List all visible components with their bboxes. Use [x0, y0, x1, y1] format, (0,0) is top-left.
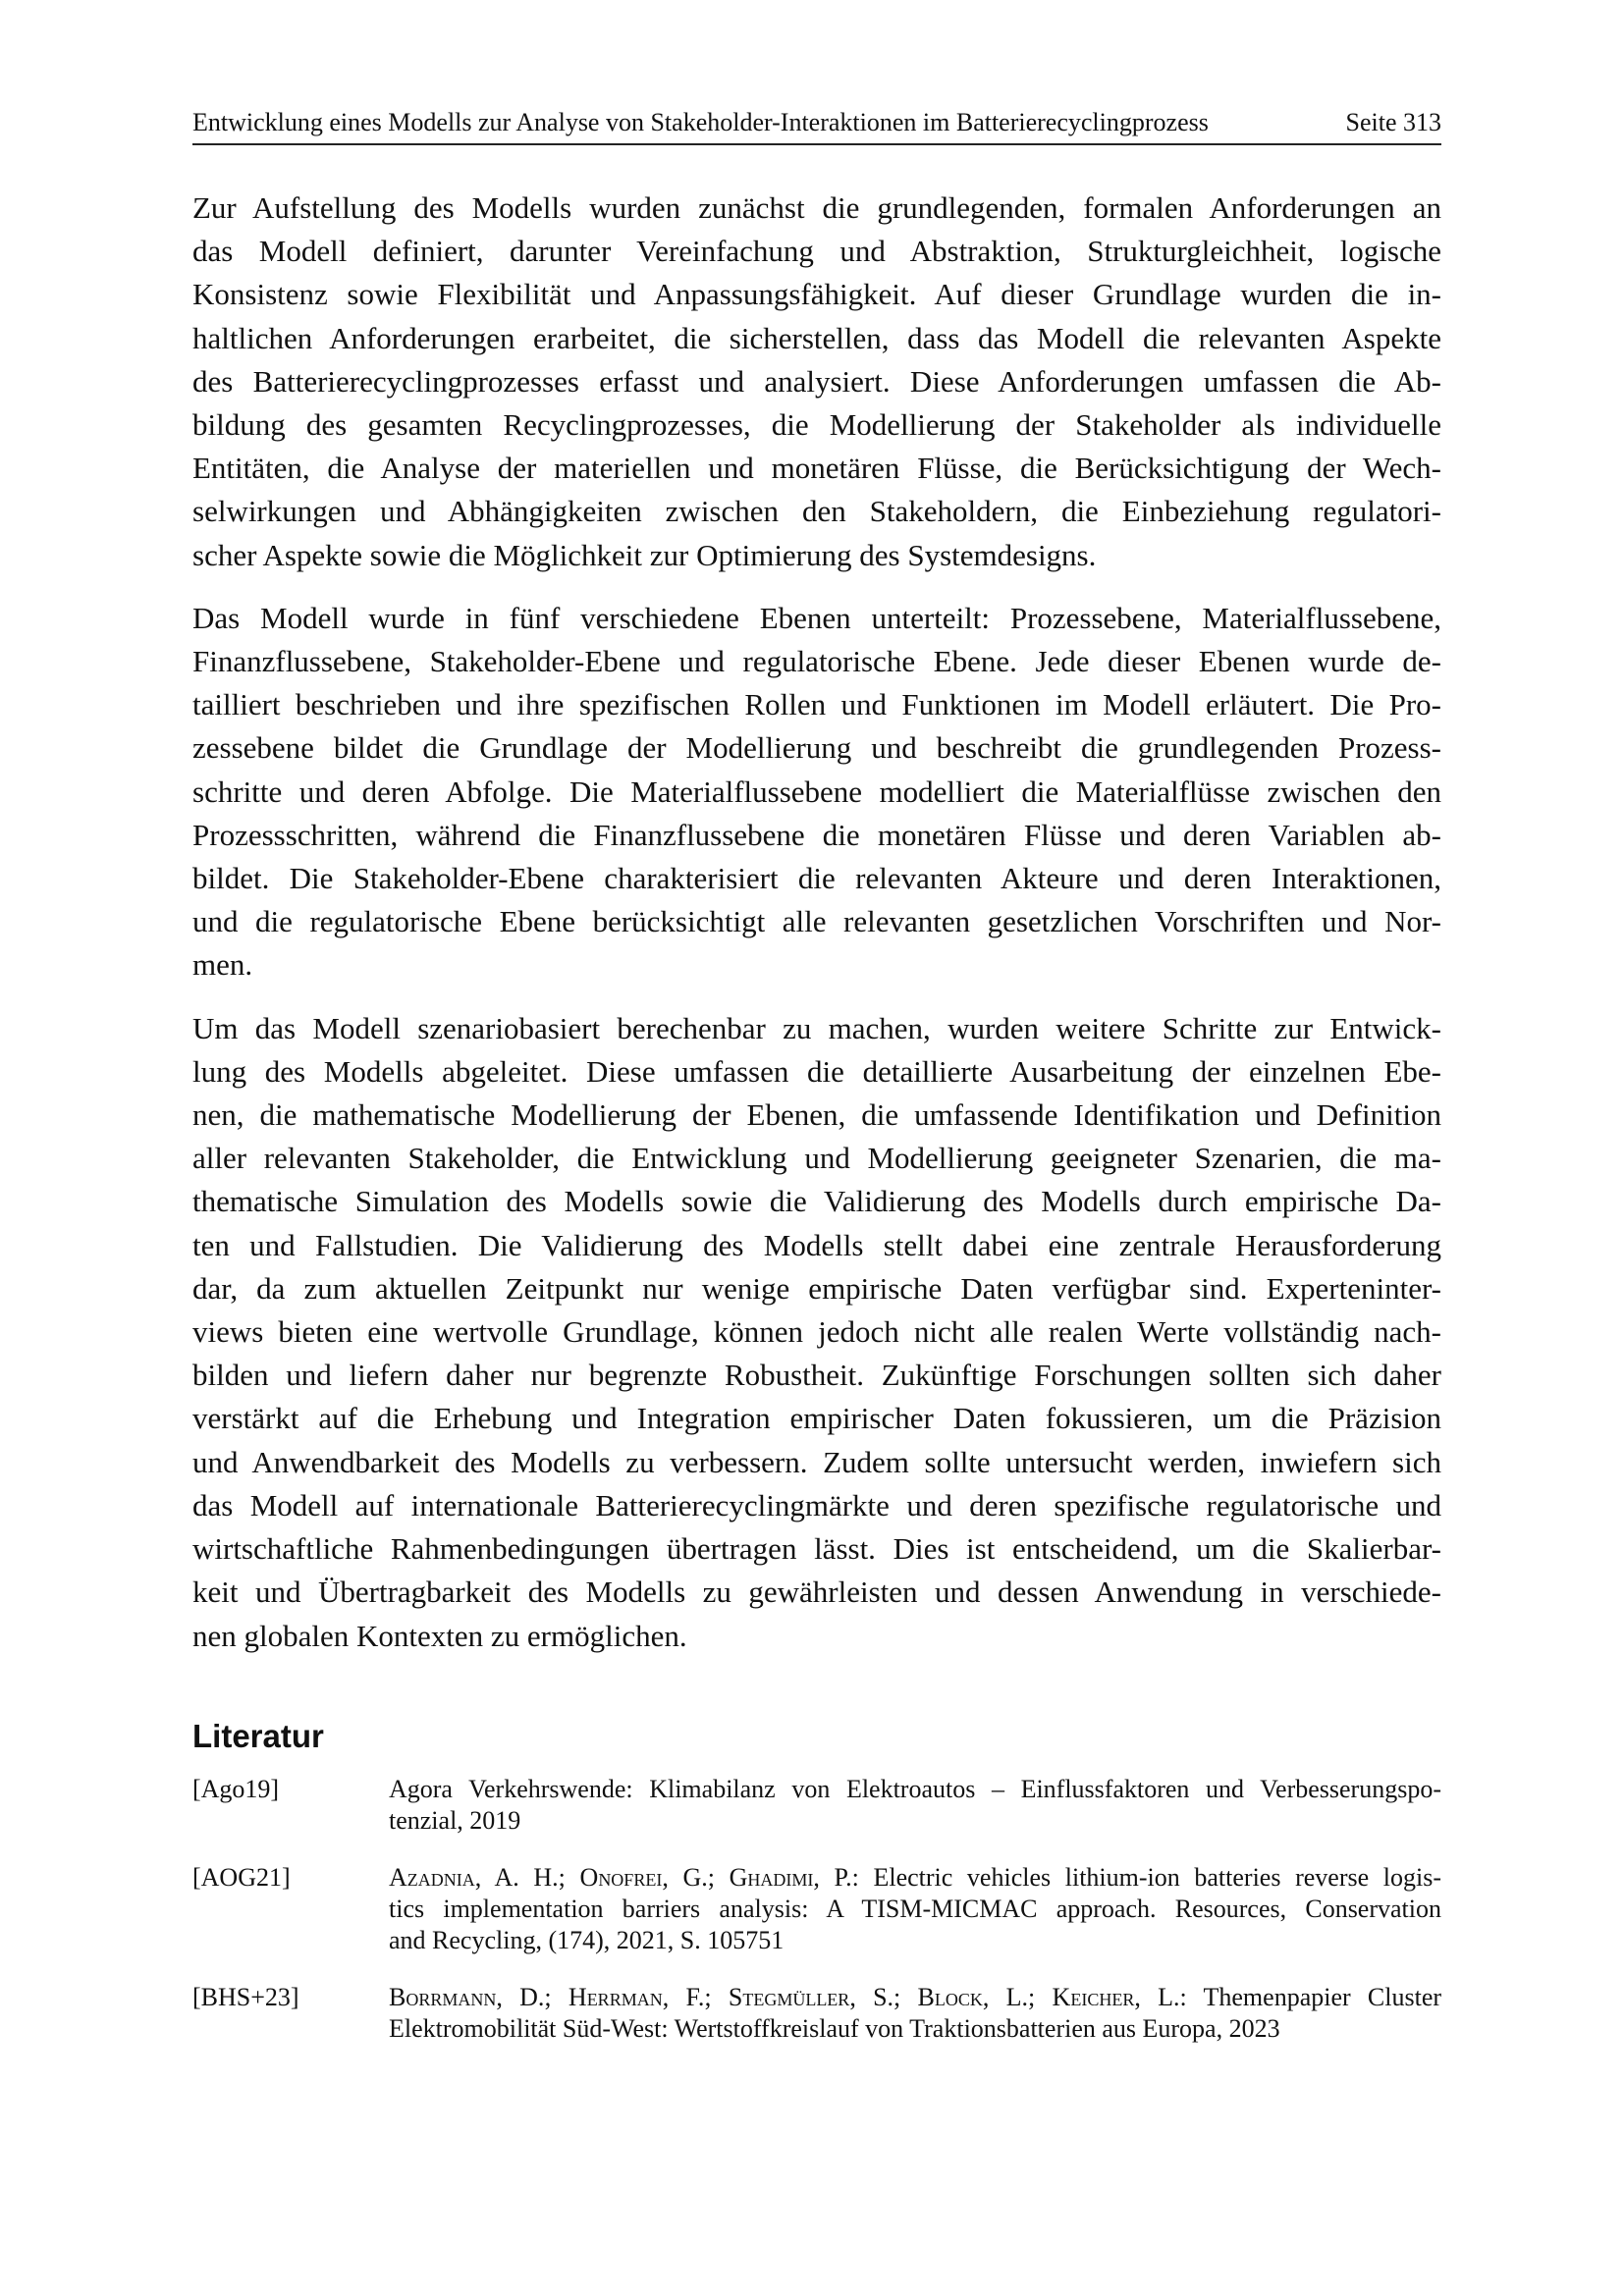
text-line: scher Aspekte sowie die Möglichkeit zur Optimierung des Systemdesigns.	[192, 537, 1097, 572]
text-line: verstärkt auf die Erhebung und Integration empirischer Daten fokussieren, um die Präzision	[192, 1401, 1441, 1436]
text-line: bildung des gesamten Recyclingprozesses, die Modellierung der Stakeholder als individuelle	[192, 407, 1441, 443]
text-line: nen globalen Kontexten zu ermöglichen.	[192, 1618, 687, 1653]
text-line: selwirkungen und Abhängigkeiten zwischen den Stakeholdern, die Einbeziehung regulatori-	[192, 494, 1441, 529]
text-line: bildet. Die Stakeholder-Ebene charakterisiert die relevanten Akteure und deren Interaktionen,	[192, 861, 1441, 896]
author-initial: A	[389, 1862, 407, 1892]
text-line: haltlichen Anforderungen erarbeitet, die sicherstellen, dass das Modell die relevanten Aspekte	[192, 320, 1441, 355]
running-header	[192, 106, 1441, 145]
text-line: wirtschaftliche Rahmenbedingungen übertragen lässt. Dies ist entscheidend, um die Skalierbar-	[192, 1531, 1441, 1567]
text-line: lung des Modells abgeleitet. Diese umfassen die detaillierte Ausarbeitung der einzelnen Ebe-	[192, 1053, 1441, 1089]
reference-entry	[192, 1774, 1441, 1837]
author-name: hadimi	[747, 1862, 814, 1892]
text-line: schritte und deren Abfolge. Die Materialflussebene modelliert die Materialflüsse zwischen den	[192, 774, 1441, 809]
author-name: eicher	[1070, 1982, 1135, 2011]
body-text	[192, 187, 1441, 1658]
text-line: des Batterierecyclingprozesses erfasst und analysiert. Diese Anforderungen umfassen die Ab-	[192, 363, 1441, 399]
paragraph-next-steps	[192, 1007, 1441, 1658]
reference-key: [Ago19]	[192, 1774, 280, 1803]
author-name: nofrei	[598, 1862, 663, 1892]
text-line: Prozessschritten, während die Finanzflussebene die monetären Flüsse und deren Variablen ab-	[192, 817, 1441, 852]
author-name: tegmüller	[742, 1982, 850, 2011]
author-initial: G	[729, 1862, 748, 1892]
author-rest: , L.;	[982, 1982, 1053, 2011]
author-rest: , A. H.;	[474, 1862, 580, 1892]
reference-line	[389, 1982, 1441, 2013]
reference-entry	[192, 1862, 1441, 1956]
text-line: Entitäten, die Analyse der materiellen und monetären Flüsse, die Berücksichtigung der Wech-	[192, 451, 1441, 486]
author-initial: S	[728, 1982, 743, 2011]
text-line: Finanzflussebene, Stakeholder-Ebene und regulatorische Ebene. Jede dieser Ebenen wurde de-	[192, 644, 1441, 679]
reference-title-part: , L.: Themenpapier Cluster	[1134, 1982, 1442, 2011]
author-name: orrmann	[406, 1982, 497, 2011]
text-line: bilden und liefern daher nur begrenzte Robustheit. Zukünftige Forschungen sollten sich daher	[192, 1358, 1441, 1393]
author-rest: , G.;	[662, 1862, 730, 1892]
author-name: lock	[934, 1982, 983, 2011]
document-page	[192, 106, 1441, 2070]
reference-line: Agora Verkehrswende: Klimabilanz von Elektroautos – Einflussfaktoren und Verbesserungspo-	[389, 1774, 1441, 1803]
reference-key: [BHS+23]	[192, 1982, 299, 2011]
author-name: errman	[586, 1982, 663, 2011]
text-line: Zur Aufstellung des Modells wurden zunächst die grundlegenden, formalen Anforderungen an	[192, 190, 1441, 225]
reference-line: Elektromobilität Süd-West: Wertstoffkreislauf von Traktionsbatterien aus Europa, 2023	[389, 2013, 1280, 2043]
reference-key: [AOG21]	[192, 1862, 291, 1892]
reference-text	[389, 1862, 1441, 1956]
author-rest: , D.;	[496, 1982, 568, 2011]
text-line: und Anwendbarkeit des Modells zu verbessern. Zudem sollte untersucht werden, inwiefern sich	[192, 1444, 1441, 1479]
references-heading: Literatur	[192, 1717, 324, 1754]
text-line: das Modell auf internationale Batterierecyclingmärkte und deren spezifische regulatorische und	[192, 1487, 1441, 1522]
page-number: Seite 313	[1345, 108, 1441, 136]
author-initial: H	[568, 1982, 587, 2011]
running-title: Entwicklung eines Modells zur Analyse von Stakeholder-Interaktionen im Batterierecyclingprozess	[192, 108, 1209, 136]
author-name: zadnia	[406, 1862, 475, 1892]
paragraph-model-layers	[192, 597, 1441, 988]
text-line: nen, die mathematische Modellierung der Ebenen, die umfassende Identifikation und Definition	[192, 1097, 1441, 1133]
text-line: keit und Übertragbarkeit des Modells zu gewährleisten und dessen Anwendung in verschiede-	[192, 1575, 1441, 1610]
reference-line	[389, 1862, 1441, 1894]
reference-text	[389, 1982, 1441, 2045]
text-line: und die regulatorische Ebene berücksichtigt alle relevanten gesetzlichen Vorschriften und Nor-	[192, 904, 1441, 939]
paragraph-model-requirements	[192, 187, 1441, 577]
reference-line: tenzial, 2019	[389, 1805, 521, 1835]
author-initial: B	[389, 1982, 406, 2011]
reference-list	[192, 1774, 1441, 2045]
reference-title-part: , P.: Electric vehicles lithium-ion batteries reverse logis-	[813, 1862, 1442, 1892]
reference-line: and Recycling, (174), 2021, S. 105751	[389, 1925, 785, 1954]
text-line: ten und Fallstudien. Die Validierung des Modells stellt dabei eine zentrale Herausforderung	[192, 1227, 1441, 1262]
text-line: dar, da zum aktuellen Zeitpunkt nur wenige empirische Daten verfügbar sind. Experteninter-	[192, 1270, 1441, 1306]
text-line: Konsistenz sowie Flexibilität und Anpassungsfähigkeit. Auf dieser Grundlage wurden die in-	[192, 277, 1441, 312]
text-line: Das Modell wurde in fünf verschiedene Ebenen unterteilt: Prozessebene, Materialflussebene,	[192, 600, 1441, 635]
text-line: das Modell definiert, darunter Vereinfachung und Abstraktion, Strukturgleichheit, logische	[192, 234, 1441, 269]
text-line: tailliert beschrieben und ihre spezifischen Rollen und Funktionen im Modell erläutert. Die Pro-	[192, 687, 1441, 722]
text-line: men.	[192, 947, 253, 983]
author-rest: , F.;	[662, 1982, 729, 2011]
reference-line: tics implementation barriers analysis: A TISM-MICMAC approach. Resources, Conservation	[389, 1894, 1441, 1923]
author-rest: , S.;	[849, 1982, 918, 2011]
reference-text	[389, 1774, 1441, 1837]
reference-entry	[192, 1982, 1441, 2045]
text-line: aller relevanten Stakeholder, die Entwicklung und Modellierung geeigneter Szenarien, die ma-	[192, 1141, 1441, 1176]
text-line: thematische Simulation des Modells sowie die Validierung des Modells durch empirische Da-	[192, 1184, 1441, 1219]
text-line: Um das Modell szenariobasiert berechenbar zu machen, wurden weitere Schritte zur Entwick-	[192, 1010, 1441, 1045]
text-line: views bieten eine wertvolle Grundlage, können jedoch nicht alle realen Werte vollständig nach-	[192, 1314, 1441, 1350]
text-line: zessebene bildet die Grundlage der Modellierung und beschreibt die grundlegenden Prozess-	[192, 730, 1441, 766]
author-initial: O	[579, 1862, 599, 1892]
author-initial: B	[917, 1982, 935, 2011]
author-initial: K	[1052, 1982, 1071, 2011]
